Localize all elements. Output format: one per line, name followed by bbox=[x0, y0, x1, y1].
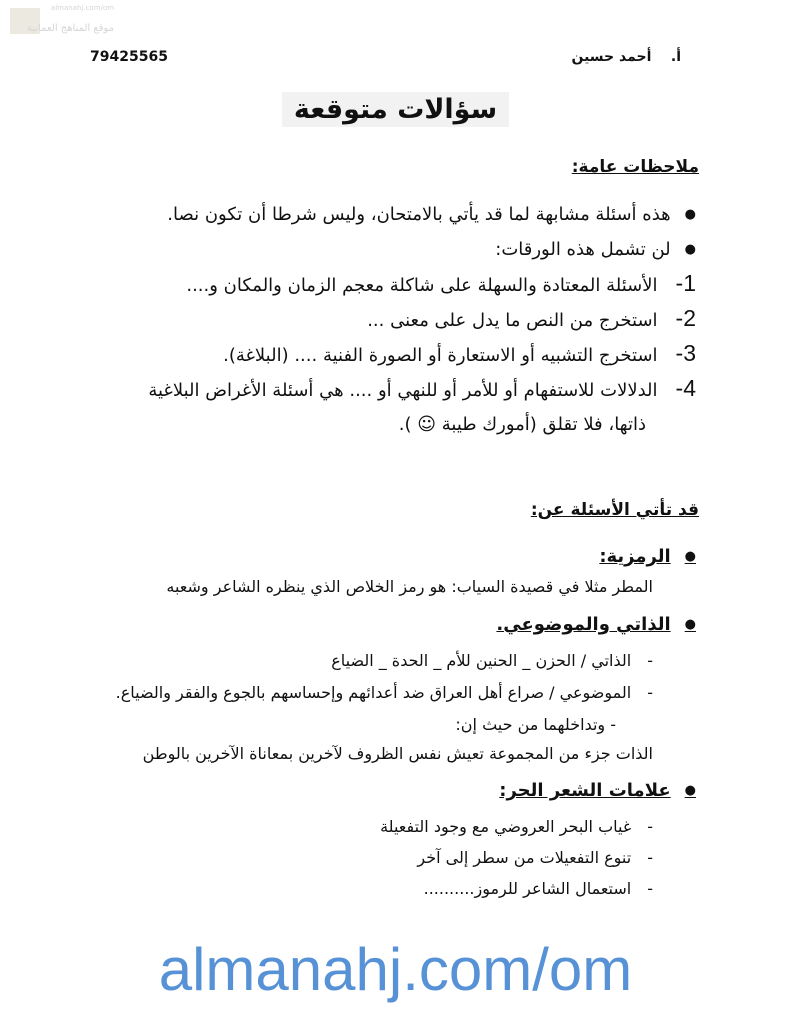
logo-url: almanahj.com/om bbox=[50, 4, 114, 12]
topic-free-verse-title: ● علامات الشعر الحر: bbox=[499, 778, 696, 804]
subjective-overlap: - وتداخلهما من حيث إن: bbox=[455, 715, 616, 734]
free-verse-line: - تنوع التفعيلات من سطر إلى آخر bbox=[417, 845, 653, 871]
excluded-item bbox=[148, 375, 696, 404]
subjective-overlap-text: الذات جزء من المجموعة تعيش نفس الظروف لآخرين بمعاناة الآخرين بالوطن bbox=[142, 744, 653, 763]
topics-heading: قد تأتي الأسئلة عن: bbox=[530, 500, 699, 520]
logo-name: موقع المناهج العمانية bbox=[26, 23, 114, 34]
page-title bbox=[0, 92, 791, 128]
item-number: 2- bbox=[675, 305, 696, 331]
excluded-item-continuation: ذاتها، فلا تقلق (أمورك طيبة ☺ ). bbox=[398, 414, 646, 435]
item-number: 1- bbox=[675, 270, 696, 296]
topic-subjective-title: ● الذاتي والموضوعي. bbox=[496, 612, 696, 638]
subjective-line: - الموضوعي / صراع أهل العراق ضد أعدائهم وإحساسهم بالجوع والفقر والضياع. bbox=[116, 680, 653, 706]
item-text: الأسئلة المعتادة والسهلة على شاكلة معجم الزمان والمكان و.... bbox=[186, 275, 658, 296]
item-text: استخرج التشبيه أو الاستعارة أو الصورة الفنية .... (البلاغة). bbox=[223, 345, 658, 366]
excluded-item bbox=[223, 340, 696, 369]
page-title-text: سؤالات متوقعة bbox=[282, 92, 509, 127]
subjective-line: - الذاتي / الحزن _ الحنين للأم _ الحدة _ الضياع bbox=[331, 648, 653, 674]
notes-heading: ملاحظات عامة: bbox=[571, 157, 699, 177]
teacher-name bbox=[571, 48, 681, 66]
excluded-item bbox=[186, 270, 696, 299]
item-number: 4- bbox=[675, 375, 696, 401]
item-number: 3- bbox=[675, 340, 696, 366]
item-text: استخرج من النص ما يدل على معنى ... bbox=[367, 310, 658, 331]
note-bullet: ● لن تشمل هذه الورقات: bbox=[495, 237, 696, 263]
topic-symbolism-text: المطر مثلا في قصيدة السياب: هو رمز الخلاص الذي ينظره الشاعر وشعبه bbox=[166, 577, 653, 596]
free-verse-line: - استعمال الشاعر للرموز.......... bbox=[424, 876, 653, 902]
phone-number: 79425565 bbox=[90, 49, 168, 65]
topic-symbolism-title: ● الرمزية: bbox=[599, 544, 696, 570]
free-verse-line: - غياب البحر العروضي مع وجود التفعيلة bbox=[380, 814, 653, 840]
teacher-prefix: أ. bbox=[670, 49, 681, 65]
note-bullet: ● هذه أسئلة مشابهة لما قد يأتي بالامتحان، وليس شرطا أن تكون نصا. bbox=[167, 202, 696, 228]
excluded-item bbox=[367, 305, 696, 334]
item-text: الدلالات للاستفهام أو للأمر أو للنهي أو .... هي أسئلة الأغراض البلاغية bbox=[148, 380, 658, 401]
watermark: almanahj.com/om bbox=[158, 936, 633, 1003]
teacher-name-text: أحمد حسين bbox=[571, 49, 652, 65]
